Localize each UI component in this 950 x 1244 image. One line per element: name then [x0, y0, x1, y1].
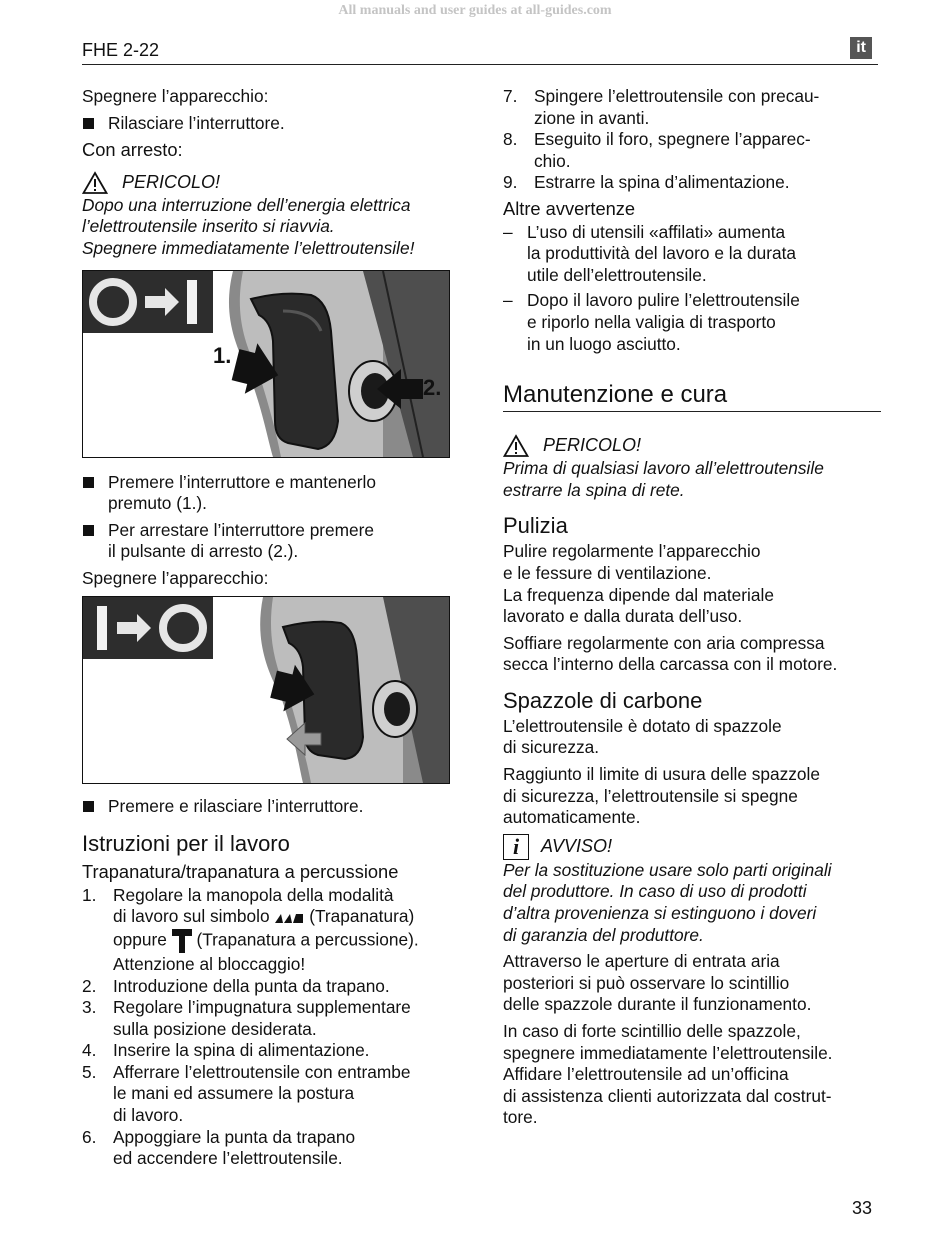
bullet-square-icon [83, 801, 94, 812]
list-item: 1. Regolare la manopola della modalità di lavoro sul simbolo (Trapanatura) oppure (Trapanatura a percussione). Attenzione al bloccaggio! [82, 884, 419, 974]
bullet-item: Premere e rilasciare l’interruttore. [82, 796, 454, 818]
danger-heading: PERICOLO! [503, 434, 881, 458]
carbon-brushes-heading: Spazzole di carbone [503, 687, 703, 713]
switch-on-illustration [82, 270, 450, 458]
brushes-paragraph: In caso di forte scintillio delle spazzole, spegnere immediatamente l’elettroutensile. Affidare l’elettroutensile ad un’officina di assistenza clienti autorizzata dal costrut- tore. [503, 1021, 833, 1128]
cleaning-paragraph: Soffiare regolarmente con aria compressa secca l’interno della carcassa con il motore. [503, 632, 838, 675]
brushes-paragraph: L’elettroutensile è dotato di spazzole di sicurezza. [503, 715, 782, 758]
dash-item: – L’uso di utensili «affilati» aumenta la produttività del lavoro e la durata utile dell’elettroutensile. [503, 221, 796, 285]
bullet-square-icon [83, 525, 94, 536]
bullet-square-icon [83, 118, 94, 129]
switch-off-text: Spegnere l’apparecchio: [82, 567, 269, 588]
cleaning-paragraph: Pulire regolarmente l’apparecchio e le fessure di ventilazione. La frequenza dipende dal materiale lavorato e dalla durata dell’uso. [503, 541, 774, 627]
warning-triangle-icon [82, 171, 108, 195]
brushes-paragraph: Raggiunto il limite di usura delle spazzole di sicurezza, l’elettroutensile si spegne automaticamente. [503, 764, 820, 828]
list-item: 4. Inserire la spina di alimentazione. [82, 1040, 370, 1061]
right-column [503, 86, 881, 1134]
switch-off-text: Spegnere l’apparecchio: [82, 86, 269, 106]
list-item: 8. Eseguito il foro, spegnere l’apparec- chio. [503, 129, 811, 171]
info-icon: i [503, 834, 529, 860]
danger-text: Dopo una interruzione dell’energia elettrica l’elettroutensile inserito si riavvia. Spegnere immediatamente l’elettroutensile! [82, 194, 415, 258]
list-item: 6. Appoggiare la punta da trapano ed accendere l’elettroutensile. [82, 1126, 356, 1169]
other-notes-heading: Altre avvertenze [503, 197, 636, 219]
dash-item: – Dopo il lavoro pulire l’elettroutensile e riporlo nella valigia di trasporto in un luogo asciutto. [503, 290, 800, 354]
model-title: FHE 2-22 [82, 40, 160, 60]
bullet-item: Rilasciare l’interruttore. [82, 113, 454, 135]
bullet-item: Premere l’interruttore e mantenerlo premuto (1.). [82, 472, 454, 515]
left-column [82, 86, 454, 1172]
work-instructions-heading: Istruzioni per il lavoro [82, 831, 290, 857]
hammer-mode-icon [172, 928, 192, 954]
list-item: 5. Afferrare l’elettroutensile con entrambe le mani ed assumere la postura di lavoro. [82, 1061, 411, 1126]
figure-label-2: 2. [423, 374, 442, 400]
list-item: 3. Regolare l’impugnatura supplementare sulla posizione desiderata. [82, 997, 411, 1039]
bullet-item: Per arrestare l’interruttore premere il pulsante di arresto (2.). [82, 520, 454, 563]
lock-heading: Con arresto: [82, 139, 183, 161]
warning-triangle-icon [503, 434, 529, 458]
figure-label-1: 1. [213, 342, 232, 368]
steps-list-continued [503, 86, 881, 194]
list-item: 9. Estrarre la spina d’alimentazione. [503, 172, 790, 193]
danger-heading: PERICOLO! [82, 171, 454, 195]
steps-list [82, 885, 454, 1170]
brushes-paragraph: Attraverso le aperture di entrata aria posteriori si può osservare lo scintillio delle spazzole durante il funzionamento. [503, 951, 812, 1015]
watermark: All manuals and user guides at all-guides.com [338, 3, 612, 18]
cleaning-heading: Pulizia [503, 513, 568, 539]
list-item: 7. Spingere l’elettroutensile con precau- zione in avanti. [503, 86, 820, 128]
drill-mode-icon [274, 911, 304, 925]
notice-heading: i AVVISO! [503, 834, 881, 860]
page-number: 33 [852, 1198, 873, 1218]
switch-off-illustration [82, 596, 450, 784]
notice-text: Per la sostituzione usare solo parti originali del produttore. In caso di uso di prodotti d’altra provenienza si estinguono i doveri di garanzia del produttore. [503, 859, 832, 945]
language-badge: it [850, 37, 872, 59]
list-item: 2. Introduzione della punta da trapano. [82, 975, 390, 996]
danger-text: Prima di qualsiasi lavoro all’elettroutensile estrarre la spina di rete. [503, 458, 824, 500]
maintenance-heading: Manutenzione e cura [503, 381, 881, 412]
drilling-heading: Trapanatura/trapanatura a percussione [82, 861, 399, 883]
page-header [82, 38, 878, 65]
bullet-square-icon [83, 477, 94, 488]
